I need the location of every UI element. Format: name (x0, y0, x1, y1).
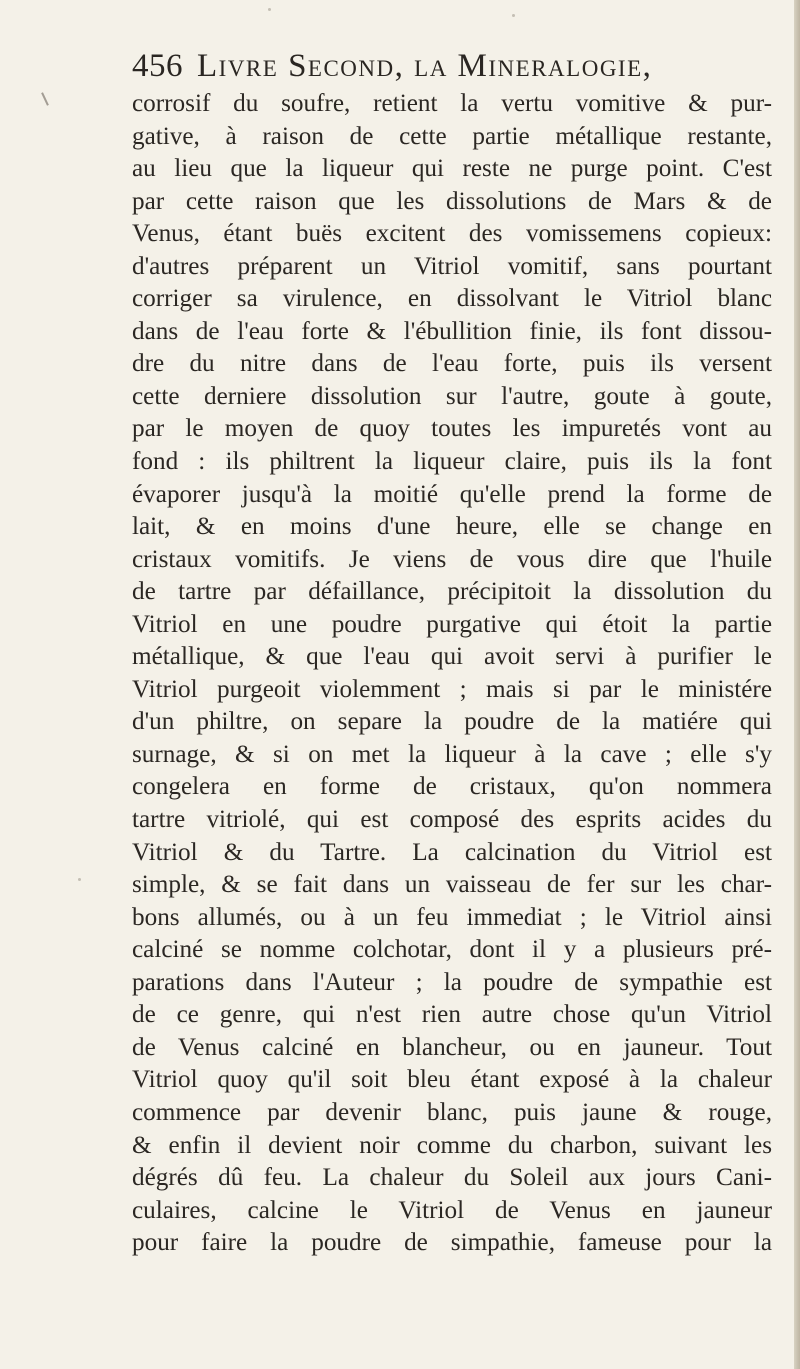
text-line: parations dans l'Auteur ; la poudre de sympathie est (132, 968, 772, 996)
running-title: Livre Second, la Mineralogie, (197, 48, 653, 84)
text-line: d'un philtre, on separe la poudre de la matiére qui (132, 708, 772, 736)
paper-speck (268, 8, 271, 11)
margin-mark (41, 92, 49, 106)
text-line: tartre vitriolé, qui est composé des esprits acides du (132, 806, 772, 834)
text-line: Venus, étant buës excitent des vomissemens copieux: (132, 220, 772, 248)
text-line: simple, & se fait dans un vaisseau de fer sur les char- (132, 871, 772, 899)
text-line: évaporer jusqu'à la moitié qu'elle prend la forme de (132, 480, 772, 508)
text-line: dégrés dû feu. La chaleur du Soleil aux jours Cani- (132, 1164, 772, 1192)
text-line: métallique, & que l'eau qui avoit servi à purifier le (132, 643, 772, 671)
text-line: d'autres préparent un Vitriol vomitif, sans pourtant (132, 252, 772, 280)
text-line: pour faire la poudre de simpathie, fameuse pour la (132, 1229, 772, 1257)
page-number: 456 (132, 48, 183, 84)
paper-speck (78, 878, 81, 881)
text-line: congelera en forme de cristaux, qu'on nommera (132, 773, 772, 801)
text-line: lait, & en moins d'une heure, elle se change en (132, 513, 772, 541)
text-line: cristaux vomitifs. Je viens de vous dire que l'huile (132, 545, 772, 573)
page-edge-shadow (794, 0, 800, 1369)
text-line: corriger sa virulence, en dissolvant le Vitriol blanc (132, 285, 772, 313)
text-line: gative, à raison de cette partie métallique restante, (132, 122, 772, 150)
text-line: de ce genre, qui n'est rien autre chose qu'un Vitriol (132, 1001, 772, 1029)
text-line: calciné se nomme colchotar, dont il y a plusieurs pré- (132, 936, 772, 964)
text-line: au lieu que la liqueur qui reste ne purge point. C'est (132, 155, 772, 183)
text-line: Vitriol & du Tartre. La calcination du Vitriol est (132, 838, 772, 866)
text-line: corrosif du soufre, retient la vertu vomitive & pur- (132, 90, 772, 117)
text-line: commence par devenir blanc, puis jaune & rouge, (132, 1098, 772, 1126)
text-line: de Venus calciné en blancheur, ou en jauneur. Tout (132, 1033, 772, 1061)
text-line: dans de l'eau forte & l'ébullition finie, ils font dissou- (132, 317, 772, 345)
text-line: Vitriol purgeoit violemment ; mais si par le ministére (132, 675, 772, 703)
text-line: cette derniere dissolution sur l'autre, goute à goute, (132, 382, 772, 410)
page-header (132, 48, 772, 92)
text-line: surnage, & si on met la liqueur à la cave ; elle s'y (132, 740, 772, 768)
text-line: Vitriol en une poudre purgative qui étoit la partie (132, 610, 772, 638)
paper-speck (512, 14, 515, 17)
text-line: culaires, calcine le Vitriol de Venus en jauneur (132, 1196, 772, 1224)
text-line: Vitriol quoy qu'il soit bleu étant exposé à la chaleur (132, 1066, 772, 1094)
text-line: par le moyen de quoy toutes les impuretés vont au (132, 415, 772, 443)
text-line: & enfin il devient noir comme du charbon, suivant les (132, 1131, 772, 1159)
text-line: dre du nitre dans de l'eau forte, puis ils versent (132, 350, 772, 378)
text-line: fond : ils philtrent la liqueur claire, puis ils la font (132, 448, 772, 476)
text-line: bons allumés, ou à un feu immediat ; le Vitriol ainsi (132, 903, 772, 931)
text-line: de tartre par défaillance, précipitoit la dissolution du (132, 578, 772, 606)
body-text (132, 88, 772, 1260)
text-line: par cette raison que les dissolutions de Mars & de (132, 187, 772, 215)
